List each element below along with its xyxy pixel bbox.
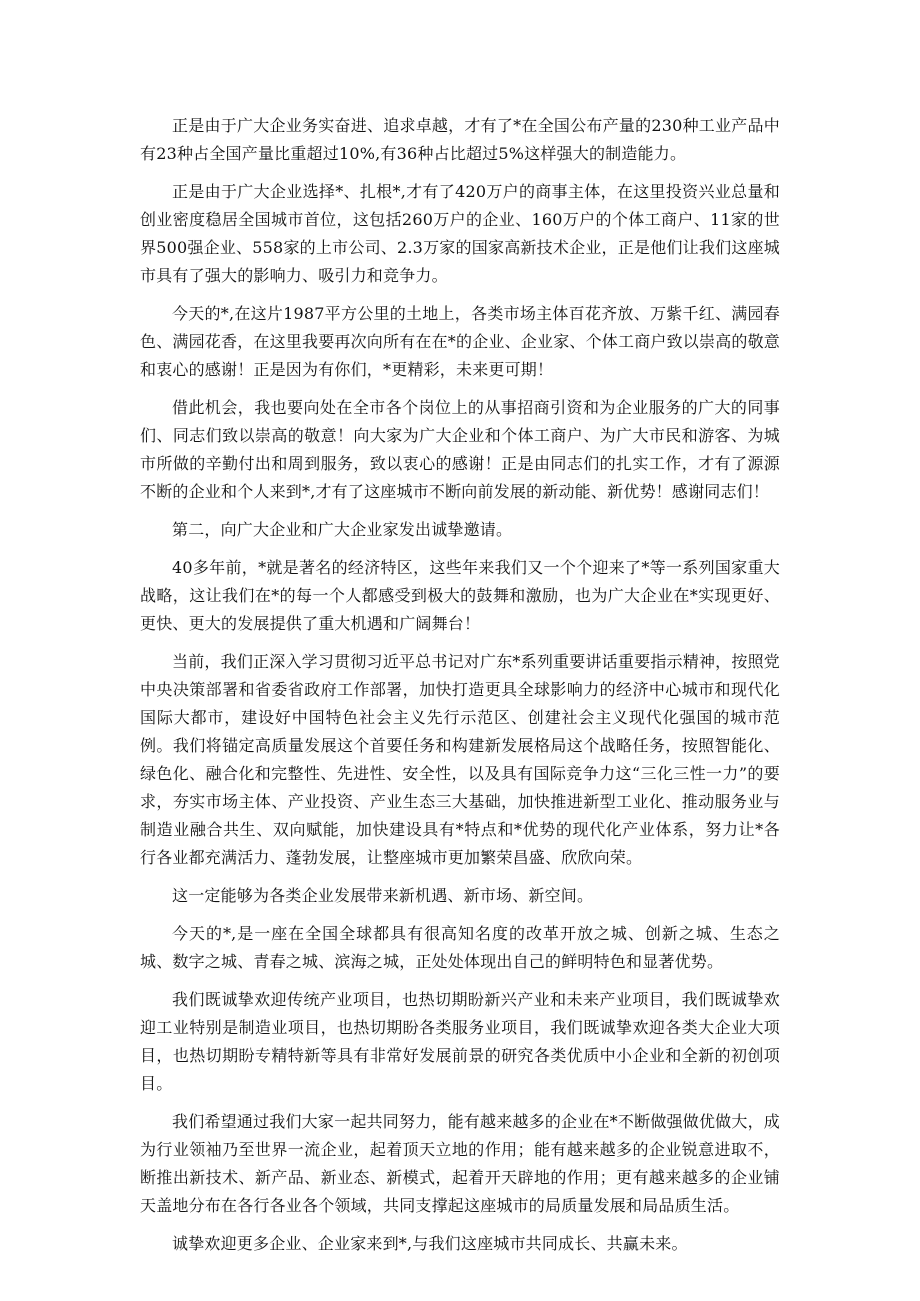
paragraph-10: 我们既诚挚欢迎传统产业项目，也热切期盼新兴产业和未来产业项目，我们既诚挚欢迎工业特别是制造业项目，也热切期盼各类服务业项目，我们既诚挚欢迎各类大企业大项目，也热切期盼专精特新等具有非常好发展前景的研究各类优质中小企业和全新的初创项目。 [140, 990, 780, 1093]
paragraph-11: 我们希望通过我们大家一起共同努力，能有越来越多的企业在*不断做强做优做大，成为行业领袖乃至世界一流企业，起着顶天立地的作用；能有越来越多的企业锐意进取不，断推出新技术、新产品、新业态、新模式，起着开天辟地的作用；更有越来越多的企业铺天盖地分布在各行各业各个领域，共同支撑起这座城市的局质量发展和局品质生活。 [140, 1112, 780, 1215]
paragraph-3: 今天的*,在这片1987平方公里的土地上，各类市场主体百花齐放、万紫千红、满园春色、满园花香，在这里我要再次向所有在在*的企业、企业家、个体工商户致以崇高的敬意和衷心的感谢！正是因为有你们，*更精彩，未来更可期！ [140, 304, 781, 379]
paragraph-1: 正是由于广大企业务实奋进、追求卓越，才有了*在全国公布产量的230种工业产品中有23种占全国产量比重超过10%,有36种占比超过5%这样强大的制造能力。 [140, 116, 780, 163]
paragraph-7: 当前，我们正深入学习贯彻习近平总书记对广东*系列重要讲话重要指示精神，按照党中央决策部署和省委省政府工作部署，加快打造更具全球影响力的经济中心城市和现代化国际大都市，建设好中国特色社会主义先行示范区、创建社会主义现代化强国的城市范例。我们将锚定高质量发展这个首要任务和构建新发展格局这个战略任务，按照智能化、绿色化、融合化和完整性、先进性、安全性，以及具有国际竞争力这“三化三性一力”的要求，夯实市场主体、产业投资、产业生态三大基础，加快推进新型工业化、推动服务业与制造业融合共生、双向赋能，加快建设具有*特点和*优势的现代化产业体系，努力让*各行各业都充满活力、蓬勃发展，让整座城市更加繁荣昌盛、欣欣向荣。 [140, 652, 780, 867]
paragraph-5: 第二，向广大企业和广大企业家发出诚挚邀请。 [172, 520, 513, 539]
paragraph-6: 40多年前，*就是著名的经济特区，这些年来我们又一个个迎来了*等一系列国家重大战略，这让我们在*的每一个人都感受到极大的鼓舞和激励，也为广大企业在*实现更好、更快、更大的发展提供了重大机遇和广阔舞台！ [140, 558, 780, 633]
paragraph-4: 借此机会，我也要向处在全市各个岗位上的从事招商引资和为企业服务的广大的同事们、同志们致以崇高的敬意！向大家为广大企业和个体工商户、为广大市民和游客、为城市所做的辛勤付出和周到服务，致以衷心的感谢！正是由同志们的扎实工作，才有了源源不断的企业和个人来到*,才有了这座城市不断向前发展的新动能、新优势！感谢同志们！ [140, 398, 780, 501]
paragraph-9: 今天的*,是一座在全国全球都具有很高知名度的改革开放之城、创新之城、生态之城、数字之城、青春之城、滨海之城，正处处体现出自己的鲜明特色和显著优势。 [140, 924, 780, 971]
document-body [140, 112, 780, 1268]
paragraph-12: 诚挚欢迎更多企业、企业家来到*,与我们这座城市共同成长、共赢未来。 [172, 1234, 688, 1253]
paragraph-2: 正是由于广大企业选择*、扎根*,才有了420万户的商事主体，在这里投资兴业总量和创业密度稳居全国城市首位，这包括260万户的企业、160万户的个体工商户、11家的世界500强企业、558家的上市公司、2.3万家的国家高新技术企业，正是他们让我们这座城市具有了强大的影响力、吸引力和竞争力。 [140, 182, 780, 285]
paragraph-8: 这一定能够为各类企业发展带来新机遇、新市场、新空间。 [172, 886, 594, 905]
